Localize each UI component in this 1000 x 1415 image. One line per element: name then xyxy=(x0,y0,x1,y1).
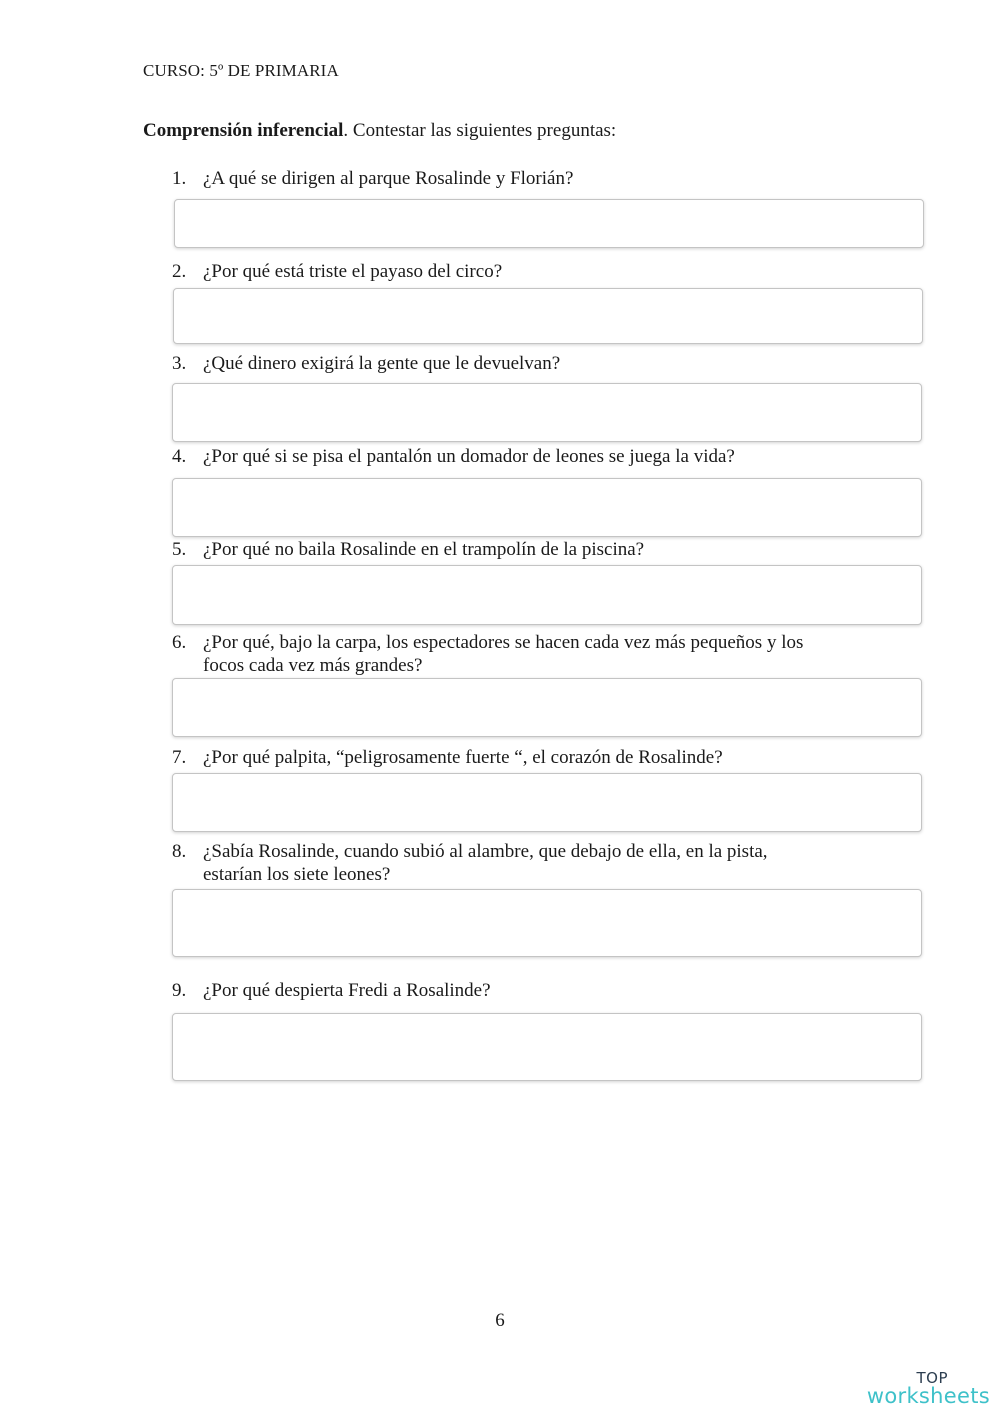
question-number: 1. xyxy=(172,168,187,189)
answer-field-5[interactable] xyxy=(172,565,922,625)
question-6 xyxy=(172,631,803,677)
question-number: 3. xyxy=(172,353,187,374)
question-8 xyxy=(172,840,768,886)
question-7 xyxy=(172,746,723,769)
question-number: 6. xyxy=(172,632,187,653)
question-number: 5. xyxy=(172,539,187,560)
logo-brand-text: worksheets xyxy=(866,1384,990,1408)
course-label: CURSO: 5º DE PRIMARIA xyxy=(143,61,339,80)
question-number: 2. xyxy=(172,261,187,282)
question-text: ¿Por qué palpita, “peligrosamente fuerte “, el corazón de Rosalinde? xyxy=(203,747,723,768)
question-text: ¿Por qué despierta Fredi a Rosalinde? xyxy=(203,980,491,1001)
answer-field-9[interactable] xyxy=(172,1013,922,1081)
question-text: ¿Qué dinero exigirá la gente que le devuelvan? xyxy=(203,353,561,374)
answer-field-3[interactable] xyxy=(172,383,922,442)
question-text: ¿Por qué no baila Rosalinde en el trampolín de la piscina? xyxy=(203,539,645,560)
question-text: ¿A qué se dirigen al parque Rosalinde y Florián? xyxy=(203,168,574,189)
instruction-line xyxy=(143,120,616,142)
question-5 xyxy=(172,538,644,561)
question-text: ¿Sabía Rosalinde, cuando subió al alambre, que debajo de ella, en la pista, estarían los siete leones? xyxy=(203,841,768,885)
logo-top-text: TOP xyxy=(916,1369,948,1387)
answer-field-8[interactable] xyxy=(172,889,922,957)
question-text: ¿Por qué, bajo la carpa, los espectadores se hacen cada vez más pequeños y los focos cada vez más grandes? xyxy=(203,632,804,676)
instruction-title: Comprensión inferencial xyxy=(143,120,344,141)
answer-field-2[interactable] xyxy=(173,288,923,344)
answer-field-7[interactable] xyxy=(172,773,922,832)
question-2 xyxy=(172,260,502,283)
question-number: 9. xyxy=(172,980,187,1001)
answer-field-6[interactable] xyxy=(172,678,922,737)
answer-field-4[interactable] xyxy=(172,478,922,537)
question-1 xyxy=(172,167,573,190)
question-3 xyxy=(172,352,560,375)
topworksheets-logo xyxy=(867,1371,990,1407)
page-number: 6 xyxy=(495,1310,505,1331)
answer-field-1[interactable] xyxy=(174,199,924,248)
question-4 xyxy=(172,445,735,468)
question-number: 7. xyxy=(172,747,187,768)
question-number: 4. xyxy=(172,446,187,467)
question-text: ¿Por qué si se pisa el pantalón un domador de leones se juega la vida? xyxy=(203,446,735,467)
question-number: 8. xyxy=(172,841,187,862)
question-9 xyxy=(172,979,491,1002)
instruction-text: . Contestar las siguientes preguntas: xyxy=(343,120,617,141)
question-text: ¿Por qué está triste el payaso del circo? xyxy=(203,261,503,282)
